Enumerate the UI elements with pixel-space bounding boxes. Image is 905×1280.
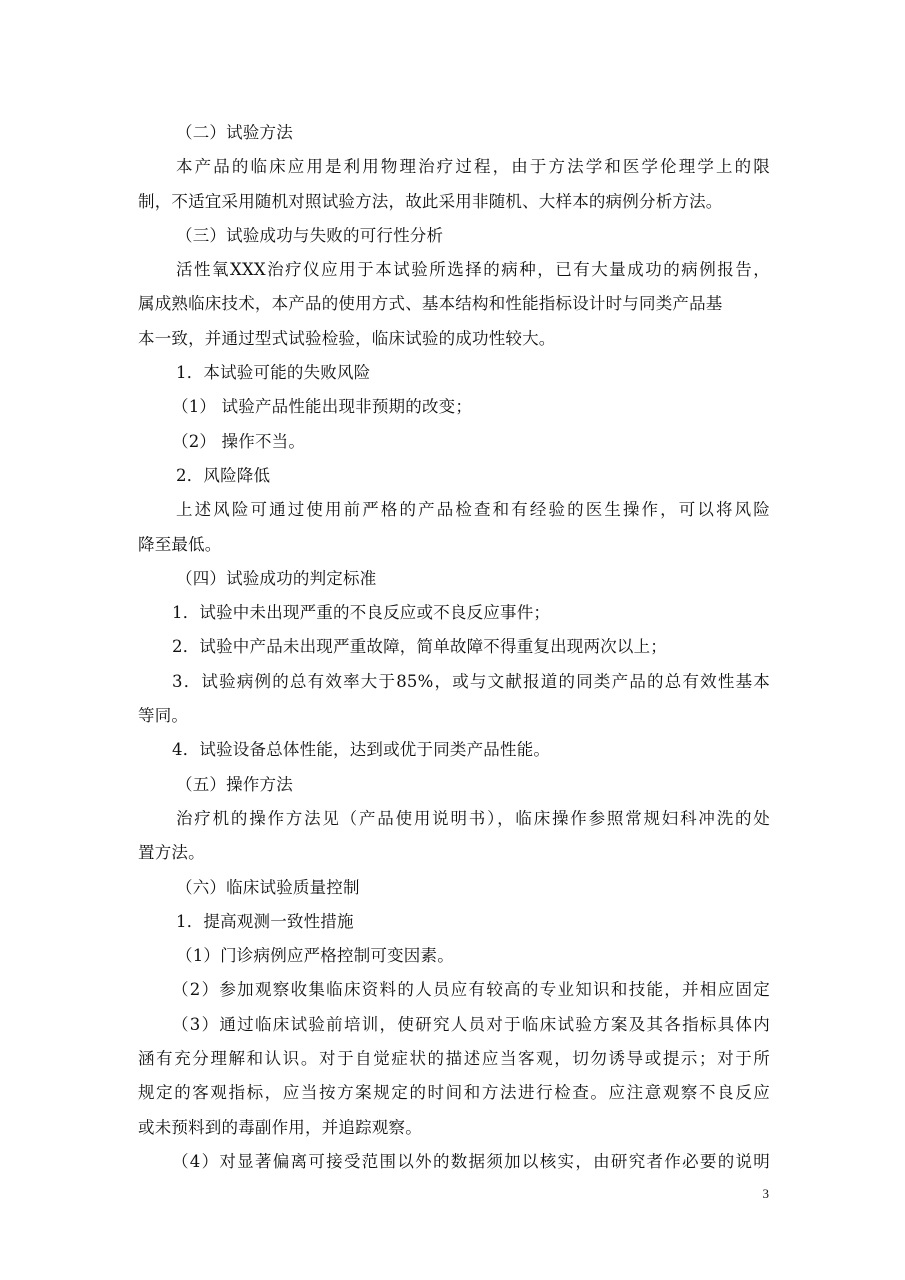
paragraph-line: 或未预料到的毒副作用，并追踪观察。 [138,1117,422,1137]
paragraph-line: 本产品的临床应用是利用物理治疗过程，由于方法学和医学伦理学上的限 [176,157,770,177]
paragraph-line: 规定的客观指标，应当按方案规定的时间和方法进行检查。应注意观察不良反应 [138,1083,770,1103]
paragraph-line: 上述风险可通过使用前严格的产品检查和有经验的医生操作，可以将风险 [176,500,770,520]
list-item: 2．试验中产品未出现严重故障，简单故障不得重复出现两次以上； [172,637,667,657]
section-heading-success-criteria: （四）试验成功的判定标准 [176,568,377,588]
subheading-failure-risk: 1．本试验可能的失败风险 [176,363,371,383]
section-heading-test-method: （二）试验方法 [176,123,293,142]
paragraph-line: 本一致，并通过型式试验检验，临床试验的成功性较大。 [138,328,556,348]
subheading-risk-reduction: 2．风险降低 [176,465,271,485]
list-item: 3．试验病例的总有效率大于85%，或与文献报道的同类产品的总有效性基本 [172,671,770,691]
paragraph-line: 等同。 [138,706,189,726]
list-item: （1）门诊病例应严格控制可变因素。 [176,946,454,966]
section-heading-operation-method: （五）操作方法 [176,774,293,794]
list-item: （4）对显著偏离可接受范围以外的数据须加以核实，由研究者作必要的说明 [172,1151,770,1171]
paragraph-line: 涵有充分理解和认识。对于自觉症状的描述应当客观，切勿诱导或提示；对于所 [138,1049,770,1069]
list-item: （2） 操作不当。 [172,431,306,451]
list-item: （3）通过临床试验前培训，使研究人员对于临床试验方案及其各指标具体内 [172,1014,770,1034]
list-item: （1） 试验产品性能出现非预期的改变； [172,397,473,417]
section-heading-quality-control: （六）临床试验质量控制 [176,877,360,897]
list-item: 1．试验中未出现严重的不良反应或不良反应事件； [172,603,551,623]
paragraph-line: 降至最低。 [138,534,222,554]
list-item: 4．试验设备总体性能，达到或优于同类产品性能。 [172,740,551,760]
section-heading-feasibility: （三）试验成功与失败的可行性分析 [176,225,444,245]
paragraph-line: 治疗机的操作方法见（产品使用说明书），临床操作参照常规妇科冲洗的处 [176,808,770,828]
paragraph-line: 制，不适宜采用随机对照试验方法，故此采用非随机、大样本的病例分析方法。 [138,191,723,211]
paragraph-line: 置方法。 [138,843,205,863]
list-item: （2）参加观察收集临床资料的人员应有较高的专业知识和技能，并相应固定 [172,980,770,1000]
paragraph-line: 属成熟临床技术，本产品的使用方式、基本结构和性能指标设计时与同类产品基 [138,294,723,314]
subheading-consistency-measures: 1．提高观测一致性措施 [176,911,354,931]
page-number: 3 [762,1186,769,1201]
paragraph-line: 活性氧XXX治疗仪应用于本试验所选择的病种，已有大量成功的病例报告， [176,260,770,280]
document-body [138,116,770,1179]
